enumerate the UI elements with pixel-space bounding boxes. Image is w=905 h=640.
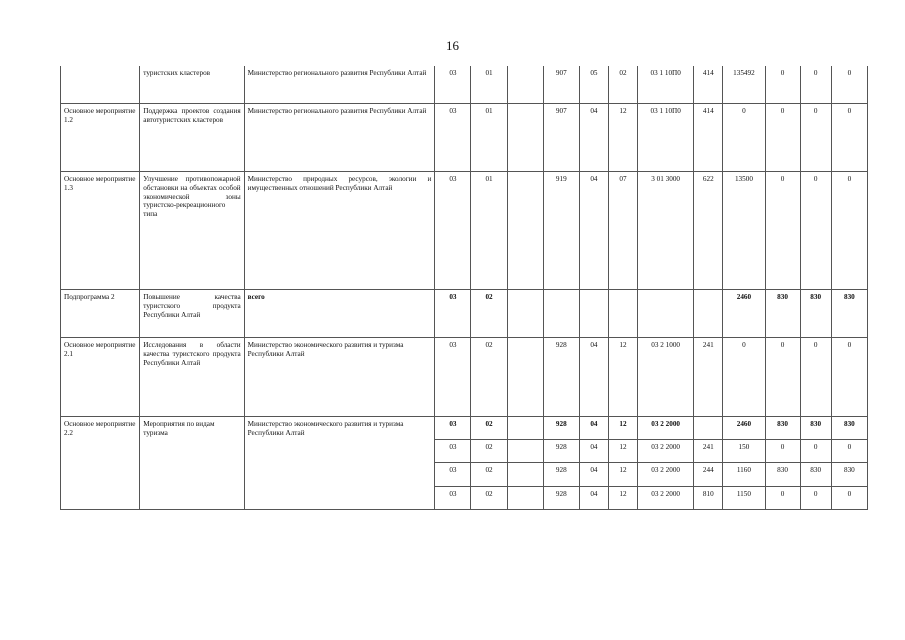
amount-year-2: 0 <box>765 338 800 417</box>
grbs-code: 928 <box>543 338 579 417</box>
program-code: 03 <box>435 66 471 104</box>
amount-year-1: 2460 <box>723 417 765 440</box>
grbs-code: 928 <box>543 463 579 487</box>
program-code: 03 <box>435 172 471 290</box>
program-code: 03 <box>435 290 471 338</box>
program-code: 03 <box>435 440 471 463</box>
row-kind: Подпрограмма 2 <box>61 290 140 338</box>
page-number: 16 <box>446 38 459 53</box>
program-code: 03 <box>435 338 471 417</box>
table-row <box>61 172 868 290</box>
program-code: 03 <box>435 463 471 487</box>
grbs-code: 907 <box>543 104 579 172</box>
amount-year-1: 0 <box>723 338 765 417</box>
amount-year-2: 0 <box>765 440 800 463</box>
table-row <box>61 417 868 440</box>
subsection-code: 12 <box>608 463 637 487</box>
expense-type-code <box>694 417 723 440</box>
table-row <box>61 66 868 104</box>
amount-year-1: 1160 <box>723 463 765 487</box>
amount-year-2: 830 <box>765 417 800 440</box>
budget-table <box>60 66 868 510</box>
grbs-code: 928 <box>543 487 579 510</box>
measure-name: Улучшение противопожарной обстановки на объектах особой экономической зоны туристско-рекреационного типа <box>140 172 244 290</box>
amount-year-4: 830 <box>831 417 867 440</box>
subsection-code: 12 <box>608 417 637 440</box>
executor: Министерство природных ресурсов, экологии и имущественных отношений Республики Алтай <box>244 172 435 290</box>
table-row <box>61 104 868 172</box>
target-article-code: 03 1 10П0 <box>638 104 694 172</box>
measure-code <box>507 66 543 104</box>
amount-year-3: 830 <box>800 463 831 487</box>
subsection-code: 02 <box>608 66 637 104</box>
target-article-code: 3 01 3000 <box>638 172 694 290</box>
row-kind: Основное мероприятие 1.3 <box>61 172 140 290</box>
amount-year-4: 0 <box>831 104 867 172</box>
amount-year-2: 830 <box>765 463 800 487</box>
section-code: 04 <box>579 172 608 290</box>
section-code: 04 <box>579 417 608 440</box>
amount-year-3: 830 <box>800 290 831 338</box>
section-code: 04 <box>579 463 608 487</box>
subsection-code: 12 <box>608 487 637 510</box>
amount-year-3: 0 <box>800 338 831 417</box>
executor: Министерство регионального развития Республики Алтай <box>244 104 435 172</box>
amount-year-4: 0 <box>831 66 867 104</box>
subprogram-code: 01 <box>471 172 507 290</box>
expense-type-code: 414 <box>694 104 723 172</box>
program-code: 03 <box>435 487 471 510</box>
target-article-code: 03 2 1000 <box>638 338 694 417</box>
amount-year-1: 1150 <box>723 487 765 510</box>
subprogram-code: 02 <box>471 440 507 463</box>
section-code: 04 <box>579 440 608 463</box>
section-code: 04 <box>579 487 608 510</box>
section-code: 04 <box>579 338 608 417</box>
target-article-code: 03 2 2000 <box>638 417 694 440</box>
measure-name: Поддержка проектов создания автотуристских кластеров <box>140 104 244 172</box>
amount-year-3: 0 <box>800 104 831 172</box>
program-code: 03 <box>435 104 471 172</box>
executor: Министерство экономического развития и туризма Республики Алтай <box>244 338 435 417</box>
row-kind: Основное мероприятие 1.2 <box>61 104 140 172</box>
amount-year-4: 0 <box>831 172 867 290</box>
measure-code <box>507 338 543 417</box>
subsection-code: 12 <box>608 338 637 417</box>
expense-type-code <box>694 290 723 338</box>
measure-name: Повышение качества туристского продукта Республики Алтай <box>140 290 244 338</box>
row-kind: Основное мероприятие 2.1 <box>61 338 140 417</box>
section-code: 04 <box>579 104 608 172</box>
measure-code <box>507 440 543 463</box>
amount-year-4: 0 <box>831 338 867 417</box>
amount-year-3: 0 <box>800 440 831 463</box>
subsection-code: 12 <box>608 440 637 463</box>
subprogram-code: 02 <box>471 417 507 440</box>
executor: Министерство регионального развития Республики Алтай <box>244 66 435 104</box>
grbs-code: 928 <box>543 440 579 463</box>
grbs-code <box>543 290 579 338</box>
amount-year-2: 0 <box>765 172 800 290</box>
amount-year-1: 13500 <box>723 172 765 290</box>
row-kind: Основное мероприятие 2.2 <box>61 417 140 510</box>
grbs-code: 928 <box>543 417 579 440</box>
section-code <box>579 290 608 338</box>
amount-year-4: 830 <box>831 463 867 487</box>
amount-year-4: 0 <box>831 487 867 510</box>
target-article-code: 03 2 2000 <box>638 463 694 487</box>
subprogram-code: 02 <box>471 338 507 417</box>
amount-year-3: 0 <box>800 487 831 510</box>
table-row <box>61 338 868 417</box>
expense-type-code: 810 <box>694 487 723 510</box>
subprogram-code: 02 <box>471 487 507 510</box>
amount-year-2: 0 <box>765 487 800 510</box>
subprogram-code: 02 <box>471 463 507 487</box>
target-article-code: 03 2 2000 <box>638 487 694 510</box>
amount-year-4: 830 <box>831 290 867 338</box>
table-row <box>61 290 868 338</box>
measure-code <box>507 172 543 290</box>
measure-code <box>507 417 543 440</box>
subprogram-code: 02 <box>471 290 507 338</box>
expense-type-code: 244 <box>694 463 723 487</box>
target-article-code: 03 1 10П0 <box>638 66 694 104</box>
expense-type-code: 241 <box>694 338 723 417</box>
measure-code <box>507 463 543 487</box>
program-code: 03 <box>435 417 471 440</box>
grbs-code: 907 <box>543 66 579 104</box>
measure-name: Исследования в области качества туристского продукта Республики Алтай <box>140 338 244 417</box>
subprogram-code: 01 <box>471 104 507 172</box>
target-article-code: 03 2 2000 <box>638 440 694 463</box>
amount-year-1: 0 <box>723 104 765 172</box>
amount-year-2: 0 <box>765 66 800 104</box>
measure-name: туристских кластеров <box>140 66 244 104</box>
grbs-code: 919 <box>543 172 579 290</box>
amount-year-2: 0 <box>765 104 800 172</box>
measure-name: Мероприятия по видам туризма <box>140 417 244 510</box>
amount-year-3: 0 <box>800 66 831 104</box>
amount-year-1: 2460 <box>723 290 765 338</box>
amount-year-1: 150 <box>723 440 765 463</box>
measure-code <box>507 290 543 338</box>
amount-year-3: 830 <box>800 417 831 440</box>
measure-code <box>507 104 543 172</box>
row-kind <box>61 66 140 104</box>
expense-type-code: 414 <box>694 66 723 104</box>
amount-year-1: 135492 <box>723 66 765 104</box>
subsection-code <box>608 290 637 338</box>
measure-code <box>507 487 543 510</box>
section-code: 05 <box>579 66 608 104</box>
subprogram-code: 01 <box>471 66 507 104</box>
amount-year-3: 0 <box>800 172 831 290</box>
executor: Министерство экономического развития и туризма Республики Алтай <box>244 417 435 510</box>
subsection-code: 07 <box>608 172 637 290</box>
target-article-code <box>638 290 694 338</box>
expense-type-code: 622 <box>694 172 723 290</box>
subsection-code: 12 <box>608 104 637 172</box>
amount-year-4: 0 <box>831 440 867 463</box>
executor: всего <box>244 290 435 338</box>
expense-type-code: 241 <box>694 440 723 463</box>
amount-year-2: 830 <box>765 290 800 338</box>
